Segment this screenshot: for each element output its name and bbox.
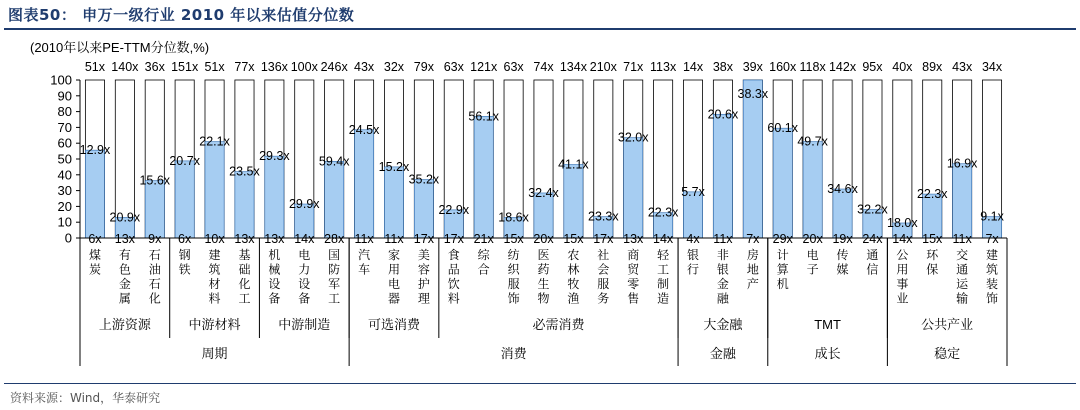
category-label-char: 石 (148, 277, 161, 291)
category-label-char: 保 (926, 262, 939, 277)
min-pe-label: 15x (503, 232, 524, 246)
current-pe-label: 18.6x (498, 210, 529, 225)
category-label-char: 环 (926, 248, 939, 262)
category-label-char: 医 (537, 248, 550, 262)
percentile-bar (474, 116, 493, 238)
max-pe-label: 136x (260, 60, 288, 74)
percentile-bar (564, 165, 583, 238)
category-label-char: 综 (477, 248, 490, 262)
category-label-char: 品 (447, 262, 460, 277)
min-pe-label: 10x (204, 232, 225, 246)
current-pe-label: 9.1x (980, 209, 1004, 224)
category-label-char: 设 (268, 277, 281, 291)
percentile-bar (803, 142, 822, 238)
min-pe-label: 20x (802, 232, 823, 246)
category-label-char: 色 (118, 262, 131, 277)
max-pe-label: 118x (799, 60, 826, 74)
category-label-char: 地 (746, 262, 759, 277)
category-label-char: 料 (447, 291, 460, 306)
current-pe-label: 15.6x (139, 173, 171, 188)
min-pe-label: 11x (952, 232, 972, 246)
category-label-char: 会 (597, 262, 610, 277)
category-label-char: 服 (597, 277, 610, 291)
current-pe-label: 56.1x (468, 109, 499, 124)
category-label-char: 产 (746, 277, 759, 291)
max-pe-label: 71x (623, 60, 644, 74)
category-label-char: 售 (627, 291, 640, 306)
category-label-char: 料 (208, 291, 221, 306)
category-label-char: 汽 (358, 248, 371, 262)
group-label-level1: 大金融 (703, 317, 743, 332)
group-label-level1: TMT (814, 317, 841, 332)
min-pe-label: 17x (413, 232, 434, 246)
category-label-char: 食 (447, 248, 460, 262)
current-pe-label: 23.5x (229, 164, 260, 179)
category-label-char: 电 (387, 277, 400, 291)
category-label-char: 务 (597, 291, 610, 306)
current-pe-label: 29.9x (288, 197, 320, 212)
min-pe-label: 24x (862, 232, 883, 246)
category-label-char: 有 (118, 248, 131, 262)
category-label-char: 通 (866, 248, 879, 262)
percentile-bar (85, 150, 104, 238)
max-pe-label: 121x (470, 60, 498, 74)
category-label-char: 备 (298, 291, 311, 306)
category-label-char: 筑 (208, 262, 221, 277)
current-pe-label: 5.7x (681, 184, 705, 199)
category-label-char: 房 (746, 248, 759, 262)
group-label-level2: 成长 (814, 346, 841, 361)
category-label-char: 融 (716, 291, 729, 306)
category-label-char: 力 (298, 262, 311, 277)
min-pe-label: 20x (533, 232, 554, 246)
category-label-char: 交 (956, 248, 969, 262)
max-pe-label: 43x (952, 60, 973, 74)
current-pe-label: 32.2x (857, 202, 888, 217)
percentile-bar (713, 114, 732, 238)
category-label-char: 银 (716, 262, 729, 277)
min-pe-label: 13x (623, 232, 644, 246)
min-pe-label: 13x (114, 232, 135, 246)
current-pe-label: 22.3x (916, 187, 948, 202)
category-label-char: 渔 (567, 291, 580, 306)
category-label-char: 军 (328, 277, 341, 291)
percentile-bar (235, 172, 254, 238)
max-pe-label: 134x (559, 60, 587, 74)
category-label-char: 金 (118, 277, 131, 291)
category-label-char: 电 (298, 248, 311, 262)
category-label-char: 美 (417, 248, 430, 262)
current-pe-label: 20.6x (707, 107, 739, 122)
max-pe-label: 89x (922, 60, 943, 74)
group-label-level1: 中游制造 (278, 317, 331, 332)
y-tick-label: 40 (57, 167, 72, 183)
max-pe-label: 140x (111, 60, 139, 74)
current-pe-label: 20.9x (109, 210, 141, 225)
category-label-char: 计 (776, 248, 789, 262)
current-pe-label: 18.0x (887, 215, 918, 230)
category-label-char: 饰 (986, 291, 999, 306)
y-tick-label: 10 (57, 214, 72, 230)
category-label-char: 林 (567, 262, 580, 277)
min-pe-label: 13x (264, 232, 285, 246)
y-tick-label: 100 (50, 72, 72, 88)
category-label-char: 用 (387, 262, 400, 277)
y-tick-label: 50 (57, 151, 72, 167)
category-label-char: 织 (507, 262, 520, 277)
category-label-char: 炭 (88, 262, 101, 277)
category-label-char: 服 (507, 277, 520, 291)
category-label-char: 理 (417, 291, 430, 306)
max-pe-label: 95x (862, 60, 883, 74)
y-tick-label: 80 (57, 104, 72, 120)
category-label-char: 轻 (657, 248, 670, 262)
category-label-char: 属 (118, 291, 131, 306)
current-pe-label: 22.1x (199, 134, 230, 149)
category-label-char: 防 (328, 262, 341, 277)
category-label-char: 机 (268, 248, 281, 262)
unit-label: (2010年以来PE-TTM分位数,%) (30, 40, 210, 55)
category-label-char: 器 (387, 291, 400, 306)
min-pe-label: 7x (985, 232, 999, 246)
current-pe-label: 12.9x (79, 143, 111, 158)
min-pe-label: 19x (832, 232, 853, 246)
category-label-char: 煤 (88, 248, 101, 262)
category-label-char: 事 (896, 277, 909, 291)
category-label-char: 机 (776, 277, 789, 291)
category-label-char: 子 (806, 262, 819, 277)
max-pe-label: 210x (589, 60, 617, 74)
y-tick-label: 0 (64, 230, 72, 246)
category-label-char: 工 (328, 291, 341, 306)
category-label-char: 牧 (567, 277, 580, 291)
max-pe-label: 40x (892, 60, 913, 74)
min-pe-label: 13x (234, 232, 255, 246)
max-pe-label: 151x (171, 60, 199, 74)
y-tick-label: 30 (57, 183, 72, 199)
group-label-level1: 可选消费 (367, 317, 420, 332)
category-label-char: 金 (716, 277, 729, 291)
current-pe-label: 59.4x (318, 154, 350, 169)
current-pe-label: 16.9x (946, 156, 978, 171)
group-label-level1: 必需消费 (532, 317, 585, 332)
category-label-char: 制 (657, 277, 670, 291)
percentile-bar (355, 130, 374, 238)
chart-title: 图表50： 申万一级行业 2010 年以来估值分位数 (8, 6, 355, 24)
percentile-bar (325, 161, 344, 238)
min-pe-label: 14x (653, 232, 674, 246)
category-label-char: 商 (627, 248, 640, 262)
min-pe-label: 17x (593, 232, 614, 246)
category-label-char: 通 (956, 262, 969, 277)
current-pe-label: 32.4x (528, 185, 559, 200)
category-label-char: 化 (148, 291, 161, 306)
category-label-char: 算 (776, 262, 789, 277)
current-pe-label: 20.7x (169, 153, 200, 168)
category-label-char: 工 (238, 291, 251, 306)
category-label-char: 农 (567, 248, 580, 262)
max-pe-label: 36x (144, 60, 165, 74)
percentile-bar (743, 80, 762, 238)
group-label-level1: 上游资源 (98, 317, 151, 332)
max-pe-label: 14x (682, 60, 704, 74)
min-pe-label: 4x (686, 232, 700, 246)
current-pe-label: 41.1x (558, 157, 589, 172)
min-pe-label: 11x (713, 232, 733, 246)
category-label-char: 电 (806, 248, 819, 262)
category-label-char: 物 (537, 291, 550, 306)
category-label-char: 筑 (986, 262, 999, 277)
category-label-char: 护 (417, 277, 430, 291)
percentile-bar (773, 128, 792, 238)
y-tick-label: 90 (57, 88, 72, 104)
min-pe-label: 6x (178, 232, 192, 246)
category-label-char: 建 (986, 248, 999, 262)
current-pe-label: 49.7x (797, 134, 828, 149)
min-pe-label: 14x (294, 232, 315, 246)
max-pe-label: 113x (650, 60, 677, 74)
percentile-bar (953, 164, 972, 238)
max-pe-label: 246x (320, 60, 348, 74)
group-label-level1: 中游材料 (188, 317, 241, 332)
min-pe-label: 11x (354, 232, 374, 246)
category-label-char: 础 (238, 262, 251, 277)
category-label-char: 装 (986, 277, 999, 291)
category-label-char: 银 (687, 248, 700, 262)
category-label-char: 零 (627, 277, 640, 291)
category-label-char: 设 (298, 277, 311, 291)
y-tick-label: 20 (57, 198, 72, 214)
category-label-char: 合 (477, 262, 490, 277)
min-pe-label: 6x (88, 232, 102, 246)
percentile-bar (833, 189, 852, 238)
percentile-bar (175, 161, 194, 238)
category-label-char: 材 (208, 277, 221, 291)
category-label-char: 车 (358, 262, 371, 277)
max-pe-label: 32x (383, 60, 405, 74)
current-pe-label: 24.5x (348, 122, 380, 137)
category-label-char: 公 (896, 248, 909, 262)
max-pe-label: 142x (828, 60, 857, 74)
max-pe-label: 51x (204, 60, 225, 74)
category-label-char: 石 (148, 248, 161, 262)
category-label-char: 贸 (627, 262, 640, 277)
max-pe-label: 63x (443, 60, 464, 74)
percentile-bar (384, 167, 403, 238)
min-pe-label: 15x (563, 232, 584, 246)
category-label-char: 油 (148, 262, 161, 277)
group-label-level2: 消费 (500, 346, 527, 361)
category-label-char: 饰 (507, 291, 520, 306)
category-label-char: 非 (716, 248, 729, 262)
category-label-char: 铁 (178, 262, 191, 277)
percentile-bar (265, 156, 284, 238)
category-label-char: 械 (268, 262, 281, 277)
category-label-char: 纺 (507, 248, 520, 262)
max-pe-label: 43x (354, 60, 375, 74)
current-pe-label: 23.3x (588, 209, 619, 224)
min-pe-label: 28x (324, 232, 345, 246)
group-label-level2: 稳定 (934, 346, 961, 361)
category-label-char: 业 (896, 291, 909, 306)
percentile-bar (414, 180, 433, 238)
percentile-bar (205, 142, 224, 238)
min-pe-label: 15x (922, 232, 943, 246)
category-label-char: 基 (238, 248, 251, 262)
category-label-char: 行 (687, 262, 700, 277)
current-pe-label: 22.9x (438, 202, 470, 217)
current-pe-label: 22.3x (647, 205, 679, 220)
category-label-char: 钢 (178, 248, 191, 262)
current-pe-label: 60.1x (767, 121, 799, 136)
category-label-char: 信 (866, 262, 879, 277)
min-pe-label: 7x (746, 232, 760, 246)
percentile-bar (145, 181, 164, 238)
category-label-char: 国 (328, 248, 341, 262)
category-label-char: 传 (836, 248, 849, 262)
min-pe-label: 17x (443, 232, 464, 246)
max-pe-label: 63x (503, 60, 524, 74)
source-note: 资料来源：Wind，华泰研究 (10, 391, 161, 405)
category-label-char: 化 (238, 277, 251, 291)
max-pe-label: 160x (769, 60, 797, 74)
category-label-char: 饮 (447, 277, 460, 291)
category-label-char: 生 (537, 277, 550, 291)
max-pe-label: 79x (413, 60, 434, 74)
min-pe-label: 14x (892, 232, 913, 246)
max-pe-label: 77x (234, 60, 255, 74)
current-pe-label: 35.2x (408, 172, 440, 187)
source-divider (4, 383, 1076, 384)
max-pe-label: 74x (533, 60, 554, 74)
min-pe-label: 11x (384, 232, 404, 246)
category-label-char: 用 (896, 262, 909, 277)
category-label-char: 工 (657, 262, 670, 277)
range-box (893, 80, 912, 238)
category-label-char: 运 (956, 277, 969, 291)
min-pe-label: 29x (772, 232, 793, 246)
group-label-level2: 金融 (709, 346, 736, 361)
min-pe-label: 9x (148, 232, 162, 246)
category-label-char: 家 (387, 248, 400, 262)
current-pe-label: 32.0x (617, 130, 649, 145)
current-pe-label: 29.3x (259, 149, 290, 164)
category-label-char: 容 (417, 262, 430, 277)
y-tick-label: 70 (57, 119, 72, 135)
max-pe-label: 51x (84, 60, 106, 74)
max-pe-label: 39x (742, 60, 763, 74)
group-label-level2: 周期 (201, 346, 228, 361)
max-pe-label: 38x (712, 60, 733, 74)
percentile-bar (624, 138, 643, 238)
category-label-char: 造 (657, 291, 670, 306)
max-pe-label: 100x (290, 60, 318, 74)
current-pe-label: 38.3x (737, 87, 769, 101)
current-pe-label: 34.6x (827, 182, 858, 197)
category-label-char: 建 (208, 248, 221, 262)
max-pe-label: 34x (981, 60, 1003, 74)
group-label-level1: 公共产业 (921, 317, 974, 332)
category-label-char: 输 (956, 291, 969, 306)
min-pe-label: 21x (473, 232, 494, 246)
category-label-char: 药 (537, 262, 550, 277)
y-tick-label: 60 (57, 135, 72, 151)
category-label-char: 备 (268, 291, 281, 306)
category-label-char: 社 (597, 248, 610, 262)
category-label-char: 媒 (836, 262, 849, 277)
current-pe-label: 15.2x (378, 159, 410, 174)
